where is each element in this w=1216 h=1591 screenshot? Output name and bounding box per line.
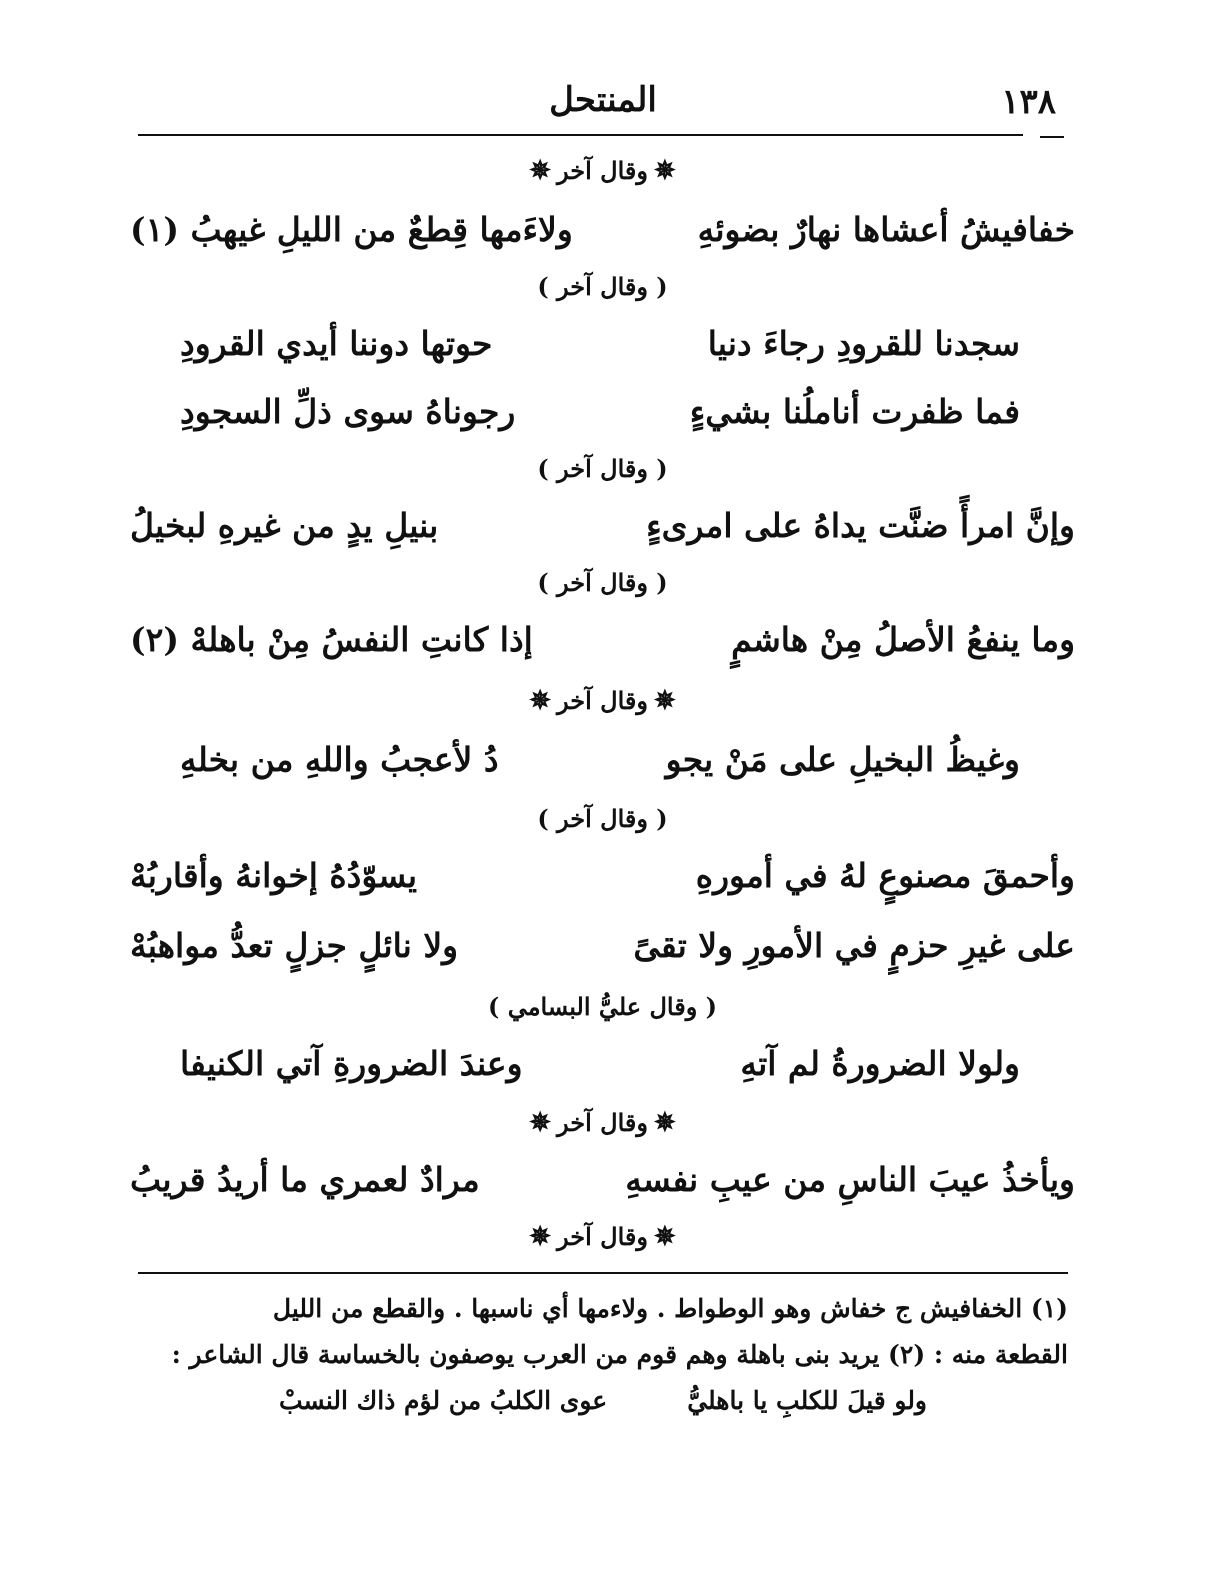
footnote-verse-second-hemistich: عوى الكلبُ من لؤم ذاك النسبْ xyxy=(279,1386,608,1415)
verse-second-hemistich: مرادٌ لعمري ما أريدُ قريبُ xyxy=(130,1160,480,1199)
poem-heading xyxy=(130,1222,1075,1252)
star-ornament-icon: ✵ xyxy=(529,156,552,186)
verse-first-hemistich: على غيرِ حزمٍ في الأمورِ ولا تقىً xyxy=(633,926,1075,965)
poem-heading xyxy=(130,272,1075,301)
star-ornament-icon: ✵ xyxy=(529,1222,552,1252)
star-ornament-icon: ✵ xyxy=(653,686,676,716)
verse-second-hemistich: إذا كانتِ النفسُ مِنْ باهلهْ (٢) xyxy=(130,620,533,659)
heading-text: ( وقال آخر ) xyxy=(537,804,668,833)
star-ornament-icon: ✵ xyxy=(653,156,676,186)
verse-line xyxy=(180,392,1020,431)
poem-heading xyxy=(130,686,1075,716)
verse-second-hemistich: دُ لأعجبُ واللهِ من بخلهِ xyxy=(180,740,499,779)
verse-first-hemistich: سجدنا للقرودِ رجاءَ دنيا xyxy=(707,324,1020,363)
header-rule xyxy=(138,134,1023,136)
footnote-rule xyxy=(138,1272,1068,1274)
verse-second-hemistich: ولا نائلٍ جزلٍ تعدُّ مواهبُهْ xyxy=(130,926,459,965)
star-ornament-icon: ✵ xyxy=(653,1222,676,1252)
verse-second-hemistich: حوتها دوننا أيدي القرودِ xyxy=(180,324,493,363)
star-ornament-icon: ✵ xyxy=(529,1108,552,1138)
verse-second-hemistich: رجوناهُ سوى ذلِّ السجودِ xyxy=(180,392,516,431)
footnote-line: (١) الخفافيش ج خفاش وهو الوطواط . ولاءمها أي ناسبها . والقطع من الليل xyxy=(272,1294,1068,1323)
page-number: ١٣٨ xyxy=(1001,82,1056,122)
poem-heading xyxy=(130,992,1075,1021)
star-ornament-icon: ✵ xyxy=(653,1108,676,1138)
poem-heading xyxy=(130,804,1075,833)
heading-text: وقال آخر xyxy=(557,1108,648,1137)
verse-second-hemistich: يسوّدُهُ إخوانهُ وأقاربُهْ xyxy=(130,856,418,895)
heading-text: ( وقال عليُّ البسامي ) xyxy=(487,992,718,1021)
heading-text: ( وقال آخر ) xyxy=(537,568,668,597)
verse-first-hemistich: خفافيشُ أعشاها نهارٌ بضوئهِ xyxy=(697,210,1075,249)
verse-second-hemistich: بنيلِ يدٍ من غيرهِ لبخيلُ xyxy=(130,506,439,545)
verse-line xyxy=(130,210,1075,249)
footnotes xyxy=(138,1290,1068,1440)
poem-heading xyxy=(130,1108,1075,1138)
star-ornament-icon: ✵ xyxy=(529,686,552,716)
verse-line xyxy=(130,1160,1075,1199)
footnote-verse-first-hemistich: ولو قيلَ للكلبِ يا باهليُّ xyxy=(687,1386,928,1415)
running-title: المنتحل xyxy=(549,80,657,120)
verse-line xyxy=(180,740,1020,779)
verse-line xyxy=(130,506,1075,545)
poem-heading xyxy=(130,568,1075,597)
verse-first-hemistich: ولولا الضرورةُ لم آتهِ xyxy=(740,1044,1020,1083)
page-header xyxy=(138,78,1068,128)
verse-first-hemistich: فما ظفرت أناملُنا بشيءٍ xyxy=(689,392,1020,431)
verse-line xyxy=(130,620,1075,659)
verse-line xyxy=(180,1044,1020,1083)
heading-text: وقال آخر xyxy=(557,156,648,185)
verse-first-hemistich: وما ينفعُ الأصلُ مِنْ هاشمٍ xyxy=(731,620,1075,659)
heading-text: ( وقال آخر ) xyxy=(537,272,668,301)
footnote-verse xyxy=(138,1386,1068,1415)
verse-first-hemistich: وغيظُ البخيلِ على مَنْ يجو xyxy=(665,740,1020,779)
poem-heading xyxy=(130,454,1075,483)
poem-heading xyxy=(130,156,1075,186)
verse-first-hemistich: وأحمقَ مصنوعٍ لهُ في أمورهِ xyxy=(695,856,1075,895)
verse-line xyxy=(130,856,1075,895)
footnote-line: القطعة منه : (٢) يريد بنى باهلة وهم قوم من العرب يوصفون بالخساسة قال الشاعر : xyxy=(171,1340,1068,1369)
verse-second-hemistich: وعندَ الضرورةِ آتي الكنيفا xyxy=(180,1044,523,1083)
verse-first-hemistich: ويأخذُ عيبَ الناسِ من عيبِ نفسهِ xyxy=(625,1160,1075,1199)
heading-text: وقال آخر xyxy=(557,686,648,715)
verse-first-hemistich: وإنَّ امرأً ضنَّت يداهُ على امرىءٍ xyxy=(646,506,1075,545)
verse-line xyxy=(130,926,1075,965)
verse-line xyxy=(180,324,1020,363)
heading-text: ( وقال آخر ) xyxy=(537,454,668,483)
verse-second-hemistich: ولاءَمها قِطعٌ من الليلِ غيهبُ (١) xyxy=(130,210,573,249)
heading-text: وقال آخر xyxy=(557,1222,648,1251)
header-rule-tick xyxy=(1040,136,1064,138)
